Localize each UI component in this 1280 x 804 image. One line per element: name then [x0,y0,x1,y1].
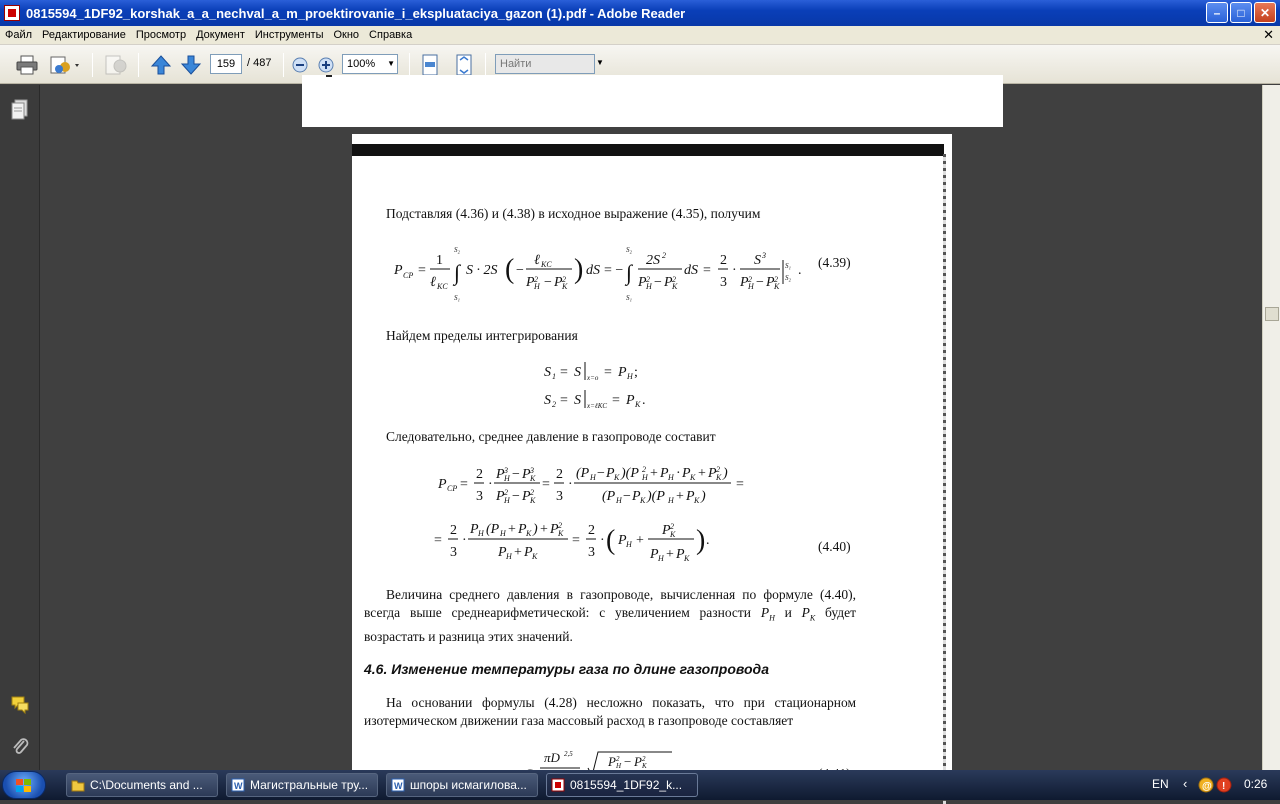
svg-text:P: P [526,275,535,290]
svg-text:P: P [438,477,447,492]
svg-text:P: P [632,489,641,504]
svg-text:=: = [736,477,744,492]
find-dropdown-chevron-icon[interactable]: ▼ [596,58,604,67]
svg-text:2: 2 [670,522,674,531]
svg-text:P: P [550,522,559,537]
svg-text:2: 2 [558,521,562,530]
pdf-icon [551,778,565,792]
svg-text:S₁: S₁ [785,262,791,270]
collaborate-button[interactable] [48,53,84,77]
menu-file[interactable]: Файл [5,29,33,41]
svg-text:K: K [562,282,568,291]
svg-text:P: P [470,522,479,537]
clock[interactable]: 0:26 [1244,777,1268,791]
vertical-scrollbar[interactable] [1262,85,1280,770]
svg-text:CP: CP [403,271,414,280]
svg-text:P: P [682,466,691,481]
svg-text:)(P: )(P [621,466,639,481]
svg-text:−: − [756,275,764,290]
svg-text:·: · [600,533,605,548]
svg-text:P: P [522,467,531,482]
menu-view[interactable]: Просмотр [135,29,187,41]
zoom-select[interactable] [342,54,398,74]
svg-text:+: + [666,547,674,562]
zoom-in-icon [318,57,334,73]
svg-text:=: = [418,263,426,278]
previous-page-button[interactable] [148,53,174,77]
svg-text:P: P [638,275,647,290]
svg-text:x=ℓKC: x=ℓKC [587,402,608,410]
svg-text:;: ; [634,365,638,380]
svg-text:.: . [642,393,646,408]
svg-text:KC: KC [437,282,448,291]
svg-text:2: 2 [616,755,620,763]
svg-text:H: H [642,473,648,482]
svg-text:2: 2 [642,465,646,474]
navigation-pane [0,85,40,770]
svg-text:): ) [533,522,538,537]
svg-text:S: S [544,393,551,408]
svg-text:K: K [526,529,532,538]
tray-app-icon[interactable] [1198,777,1214,793]
svg-text:2: 2 [774,275,778,284]
tray-expand-icon[interactable]: ‹ [1183,776,1188,791]
equation-4-40-line-1 [436,460,766,510]
svg-text:=: = [703,263,711,278]
taskbar-item-label: 0815594_1DF92_k... [570,778,683,792]
svg-text:P: P [524,545,533,560]
svg-text:∫: ∫ [454,260,461,285]
svg-text:2: 2 [716,465,720,474]
title-bar [0,0,1280,26]
equation-4-40-line-2 [432,514,732,572]
page-number-input[interactable]: 159 [210,54,242,74]
svg-text:H: H [616,496,622,505]
svg-text:dS: dS [684,263,698,278]
collaborate-icon [49,55,83,75]
svg-text:P: P [618,365,627,380]
printer-icon [16,55,38,75]
svg-text:ℓ: ℓ [430,275,436,290]
svg-text:·: · [732,263,737,278]
taskbar-item-adobe-reader[interactable] [546,773,698,797]
menu-tools[interactable]: Инструменты [254,29,324,41]
taskbar-item-label: C:\Documents and ... [90,778,203,792]
svg-text:2: 2 [588,523,595,538]
svg-text:3: 3 [530,466,534,475]
paragraph-average-comparison: Величина среднего давления в газопроводе, вычисленная по формуле (4.40), всегда выше среднеарифметической: с увеличением разности $P_H$ и $P_K$ будет возрастать и разница этих значений. [364,587,857,644]
svg-text:H: H [646,282,652,291]
arrow-down-icon [180,54,202,76]
svg-text:KC: KC [541,260,552,269]
previous-pdf-page [302,75,1003,127]
close-button[interactable]: ✕ [1254,2,1276,23]
arrow-up-icon [150,54,172,76]
svg-text:+: + [650,466,658,481]
scrollbar-thumb[interactable] [1265,307,1279,321]
svg-text:=: = [560,365,568,380]
page-top-rule [352,144,944,156]
svg-text:(P: (P [486,522,500,537]
equation-number-4-39: (4.39) [818,255,851,270]
svg-text:+: + [514,545,522,560]
svg-text:P: P [634,754,642,769]
svg-text:2: 2 [642,755,646,763]
svg-text:.: . [798,263,802,278]
svg-text:K: K [672,282,678,291]
zoom-out-icon [292,57,308,73]
svg-text:·: · [462,533,467,548]
svg-text:(P: (P [576,466,590,481]
svg-text:K: K [530,474,536,483]
svg-text:2: 2 [450,523,457,538]
svg-text:P: P [650,547,659,562]
svg-text:−: − [512,489,520,504]
svg-text:3: 3 [588,545,595,560]
menu-document[interactable]: Документ [196,29,245,41]
svg-text:1: 1 [436,253,443,268]
svg-text:P: P [618,533,627,548]
svg-text:S · 2S: S · 2S [466,263,498,278]
warning-icon[interactable] [1216,777,1232,793]
minimize-button[interactable]: – [1206,2,1228,23]
start-button[interactable] [2,771,46,799]
menu-help[interactable]: Справка [369,29,413,41]
svg-text:3: 3 [504,466,508,475]
svg-text:+: + [636,533,644,548]
svg-text:−: − [512,467,520,482]
svg-text:K: K [614,473,620,482]
svg-text:3: 3 [476,489,483,504]
word-document-icon [391,778,405,792]
attachments-paperclip-icon[interactable] [10,735,30,757]
adobe-reader-icon [4,5,20,21]
svg-text:P: P [708,466,717,481]
svg-text:2: 2 [534,275,538,284]
svg-text:2: 2 [646,275,650,284]
close-document-icon[interactable]: ✕ [1263,27,1274,42]
svg-text:2,5: 2,5 [564,750,573,758]
sign-button[interactable] [102,53,130,77]
fit-width-icon [421,54,439,76]
svg-text:H: H [506,552,512,561]
svg-text:3: 3 [450,545,457,560]
svg-text:P: P [554,275,563,290]
svg-text:2: 2 [748,275,752,284]
zoom-in-button[interactable] [316,53,336,77]
menu-window[interactable]: Окно [333,29,360,41]
svg-text:S₂: S₂ [454,246,460,254]
svg-text:·: · [568,477,573,492]
svg-text:=: = [612,393,620,408]
svg-text:K: K [558,529,564,538]
svg-text:H: H [534,282,540,291]
folder-icon [71,778,85,792]
svg-text:H: H [504,474,510,483]
word-document-icon [231,778,245,792]
svg-text:K: K [690,473,696,482]
svg-text:P: P [662,523,671,538]
svg-text:2: 2 [504,488,508,497]
svg-text:(P: (P [602,489,616,504]
svg-text:)(P: )(P [647,489,665,504]
section-heading-4-6: 4.6. Изменение температуры газа по длине газопровода [364,661,769,677]
svg-text:P: P [626,393,635,408]
svg-text:S₂: S₂ [785,274,791,282]
window-title: 0815594_1DF92_korshak_a_a_nechval_a_m_proektirovanie_i_ekspluataciya_gazon (1).pdf - Adobe Reader [26,5,686,21]
svg-text:(: ( [505,254,515,285]
sign-icon [103,54,129,76]
menu-edit[interactable]: Редактирование [42,29,126,41]
svg-text:): ) [574,254,584,285]
svg-text:πD: πD [544,750,560,765]
svg-text:=: = [460,477,468,492]
print-button[interactable] [14,53,40,77]
svg-text:= −: = − [604,263,624,278]
svg-text:·: · [488,477,493,492]
taskbar-item-label: Магистральные тру... [250,778,369,792]
svg-text:=: = [560,393,568,408]
svg-text:K: K [774,282,780,291]
svg-text:K: K [635,400,641,409]
paragraph-mass-flow: На основании формулы (4.28) несложно показать, что при стационарном изотермическом движении газа массовый расход в газопроводе составляет [364,695,856,728]
svg-text:): ) [701,489,706,504]
svg-text:H: H [668,473,674,482]
svg-text:P: P [498,545,507,560]
paragraph-average-comparison-end: будет возрастать и разница этих значений. [364,605,857,644]
document-view[interactable] [40,85,1262,770]
taskbar-item-explorer[interactable] [66,773,218,797]
svg-text:P: P [496,489,505,504]
paragraph-average-pressure: Следовательно, среднее давление в газопроводе составит [386,429,716,444]
language-indicator[interactable]: EN [1152,777,1169,791]
fit-page-button[interactable] [452,53,476,77]
svg-text:H: H [590,473,596,482]
paragraph-limits: Найдем пределы интегрирования [386,328,578,343]
pages-icon[interactable] [10,99,30,121]
svg-text:P: P [496,467,505,482]
menu-bar [0,26,1280,45]
svg-text:S: S [574,393,581,408]
next-page-button[interactable] [178,53,204,77]
svg-text:.: . [706,533,710,548]
page-total-label: / 487 [247,57,272,69]
paragraph-substitution: Подставляя (4.36) и (4.38) в исходное выражение (4.35), получим [386,206,761,221]
svg-text:=: = [434,533,442,548]
svg-text:1: 1 [552,372,556,381]
svg-text:K: K [716,473,722,482]
svg-text:+: + [508,522,516,537]
zoom-value: 100% [347,58,376,70]
equation-limits [542,358,682,414]
svg-text:+: + [540,522,548,537]
find-input[interactable]: Найти [495,54,595,74]
svg-text:2: 2 [720,253,727,268]
svg-text:P: P [660,466,669,481]
svg-text:=: = [604,365,612,380]
svg-text:CP: CP [447,484,458,493]
svg-text:K: K [694,496,700,505]
maximize-button[interactable]: □ [1230,2,1252,23]
pdf-page [352,134,952,794]
fit-page-icon [455,54,473,76]
windows-logo-icon [16,779,32,793]
svg-text:H: H [478,529,484,538]
svg-text:H: H [500,529,506,538]
svg-text:S₁: S₁ [454,294,460,302]
svg-text:P: P [676,547,685,562]
svg-text:=: = [542,477,550,492]
svg-text:K: K [684,554,690,563]
svg-text:2: 2 [662,251,666,260]
svg-text:2: 2 [476,467,483,482]
svg-text:∫: ∫ [626,260,633,285]
svg-text:−: − [544,275,552,290]
comments-icon[interactable] [10,694,30,716]
svg-text:H: H [668,496,674,505]
svg-text:S₁: S₁ [626,294,632,302]
svg-text:−: − [624,754,632,769]
svg-text:S₂: S₂ [626,246,632,254]
svg-text:P: P [522,489,531,504]
svg-text:−: − [623,489,631,504]
svg-text:·: · [676,466,681,481]
svg-text:2: 2 [672,275,676,284]
svg-text:W: W [394,781,403,791]
svg-text:P: P [740,275,749,290]
taskbar-item-label: шпоры исмагилова... [410,778,527,792]
svg-text:P: P [518,522,527,537]
svg-text:(: ( [606,525,616,556]
svg-text:H: H [658,554,664,563]
svg-text:2S: 2S [646,253,660,268]
svg-text:K: K [532,552,538,561]
svg-text:x=o: x=o [587,374,599,382]
svg-text:−: − [654,275,662,290]
equation-number-4-40: (4.40) [818,539,851,554]
svg-text:P: P [606,466,615,481]
svg-text:3: 3 [762,251,766,260]
svg-text:W: W [234,781,243,791]
svg-text:2: 2 [552,400,556,409]
svg-text:H: H [748,282,754,291]
taskbar-item-word-2[interactable] [386,773,538,797]
svg-text:S: S [574,365,581,380]
svg-text:@: @ [1202,781,1212,792]
svg-text:3: 3 [720,275,727,290]
svg-text:2: 2 [556,467,563,482]
svg-text:K: K [640,496,646,505]
svg-text:P: P [766,275,775,290]
svg-text:P: P [686,489,695,504]
svg-text:!: ! [1222,781,1226,792]
svg-text:2: 2 [530,488,534,497]
svg-text:P: P [608,754,616,769]
fit-width-button[interactable] [418,53,442,77]
svg-text:P: P [394,263,403,278]
equation-4-39 [392,242,812,302]
page-scan-edge [943,154,946,804]
svg-text:H: H [626,540,632,549]
svg-text:K: K [530,496,536,505]
svg-text:3: 3 [556,489,563,504]
svg-text:ℓ: ℓ [534,253,540,268]
paragraph-average-comparison-text: Величина среднего давления в газопроводе, вычисленная по формуле (4.40), всегда выше среднеарифметической: с увеличением разности [364,587,856,620]
chevron-down-icon: ▼ [387,59,395,68]
svg-text:K: K [642,762,647,770]
svg-text:H: H [627,372,633,381]
svg-text:2: 2 [562,275,566,284]
taskbar-item-word-1[interactable] [226,773,378,797]
svg-text:−: − [516,263,524,278]
svg-text:dS: dS [586,263,600,278]
svg-text:): ) [723,466,728,481]
svg-text:S: S [754,253,761,268]
svg-text:−: − [597,466,605,481]
svg-text:): ) [696,525,706,556]
svg-text:=: = [572,533,580,548]
zoom-out-button[interactable] [290,53,310,77]
svg-text:+: + [676,489,684,504]
svg-text:S: S [544,365,551,380]
svg-text:P: P [664,275,673,290]
svg-text:+: + [698,466,706,481]
svg-text:H: H [616,762,622,770]
svg-text:H: H [504,496,510,505]
svg-text:K: K [670,530,676,539]
